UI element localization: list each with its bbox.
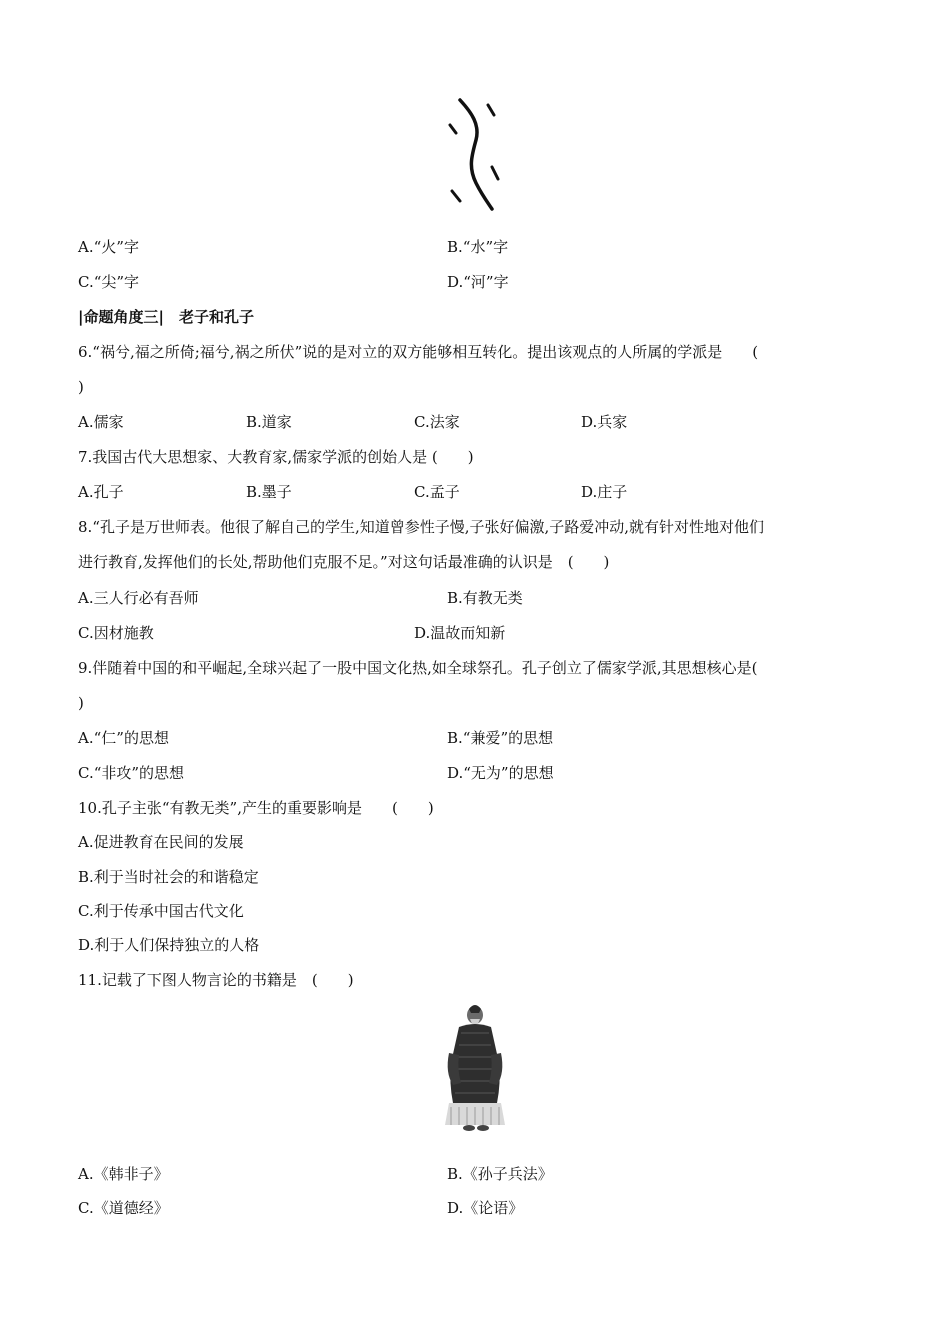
- q5-option-c: C.“尖”字: [78, 273, 140, 291]
- q10-option-a: A.促进教育在民间的发展: [78, 833, 244, 851]
- q7-stem: 7.我国古代大思想家、大教育家,儒家学派的创始人是 ( ): [78, 448, 474, 466]
- q8-stem-line1: 8.“孔子是万世师表。他很了解自己的学生,知道曾参性子慢,子张好偏激,子路爱冲动,就有针对性地对他们: [78, 518, 765, 536]
- q6-stem-line2: ): [78, 378, 84, 396]
- q11-option-c: C.《道德经》: [78, 1199, 169, 1217]
- q10-option-b: B.利于当时社会的和谐稳定: [78, 868, 259, 886]
- q11-option-b: B.《孙子兵法》: [447, 1165, 553, 1183]
- q6-option-b: B.道家: [246, 413, 292, 431]
- q7-option-c: C.孟子: [414, 483, 460, 501]
- q7-option-b: B.墨子: [246, 483, 292, 501]
- q10-option-d: D.利于人们保持独立的人格: [78, 936, 260, 954]
- q9-stem-line1: 9.伴随着中国的和平崛起,全球兴起了一股中国文化热,如全球祭孔。孔子创立了儒家学派,其思想核心是(: [78, 659, 758, 677]
- sage-portrait-figure: [435, 1003, 515, 1133]
- q6-option-d: D.兵家: [581, 413, 628, 431]
- section-title: |命题角度三| 老子和孔子: [78, 308, 254, 326]
- q6-option-a: A.儒家: [78, 413, 124, 431]
- ancient-character-glyph: [440, 95, 510, 215]
- sage-portrait-image: [435, 1003, 515, 1133]
- q11-option-a: A.《韩非子》: [78, 1165, 169, 1183]
- q8-option-b: B.有教无类: [447, 589, 523, 607]
- q10-stem: 10.孔子主张“有教无类”,产生的重要影响是 ( ): [78, 799, 434, 817]
- q7-option-a: A.孔子: [78, 483, 124, 501]
- q10-option-c: C.利于传承中国古代文化: [78, 902, 244, 920]
- q7-option-d: D.庄子: [581, 483, 628, 501]
- ancient-character-figure: [440, 95, 510, 215]
- q9-stem-line2: ): [78, 694, 84, 712]
- q6-option-c: C.法家: [414, 413, 460, 431]
- q5-option-a: A.“火”字: [78, 238, 139, 256]
- q6-stem-line1: 6.“祸兮,福之所倚;福兮,祸之所伏”说的是对立的双方能够相互转化。提出该观点的人所属的学派是 (: [78, 343, 759, 361]
- q9-option-d: D.“无为”的思想: [447, 764, 554, 782]
- q11-option-d: D.《论语》: [447, 1199, 524, 1217]
- q5-option-d: D.“河”字: [447, 273, 509, 291]
- q8-option-d: D.温故而知新: [414, 624, 506, 642]
- q8-stem-line2: 进行教育,发挥他们的长处,帮助他们克服不足。”对这句话最准确的认识是 ( ): [78, 553, 610, 571]
- q5-option-b: B.“水”字: [447, 238, 509, 256]
- q9-option-c: C.“非攻”的思想: [78, 764, 185, 782]
- q11-stem: 11.记载了下图人物言论的书籍是 ( ): [78, 971, 354, 989]
- q9-option-b: B.“兼爱”的思想: [447, 729, 554, 747]
- q8-option-c: C.因材施教: [78, 624, 154, 642]
- q9-option-a: A.“仁”的思想: [78, 729, 169, 747]
- q8-option-a: A.三人行必有吾师: [78, 589, 199, 607]
